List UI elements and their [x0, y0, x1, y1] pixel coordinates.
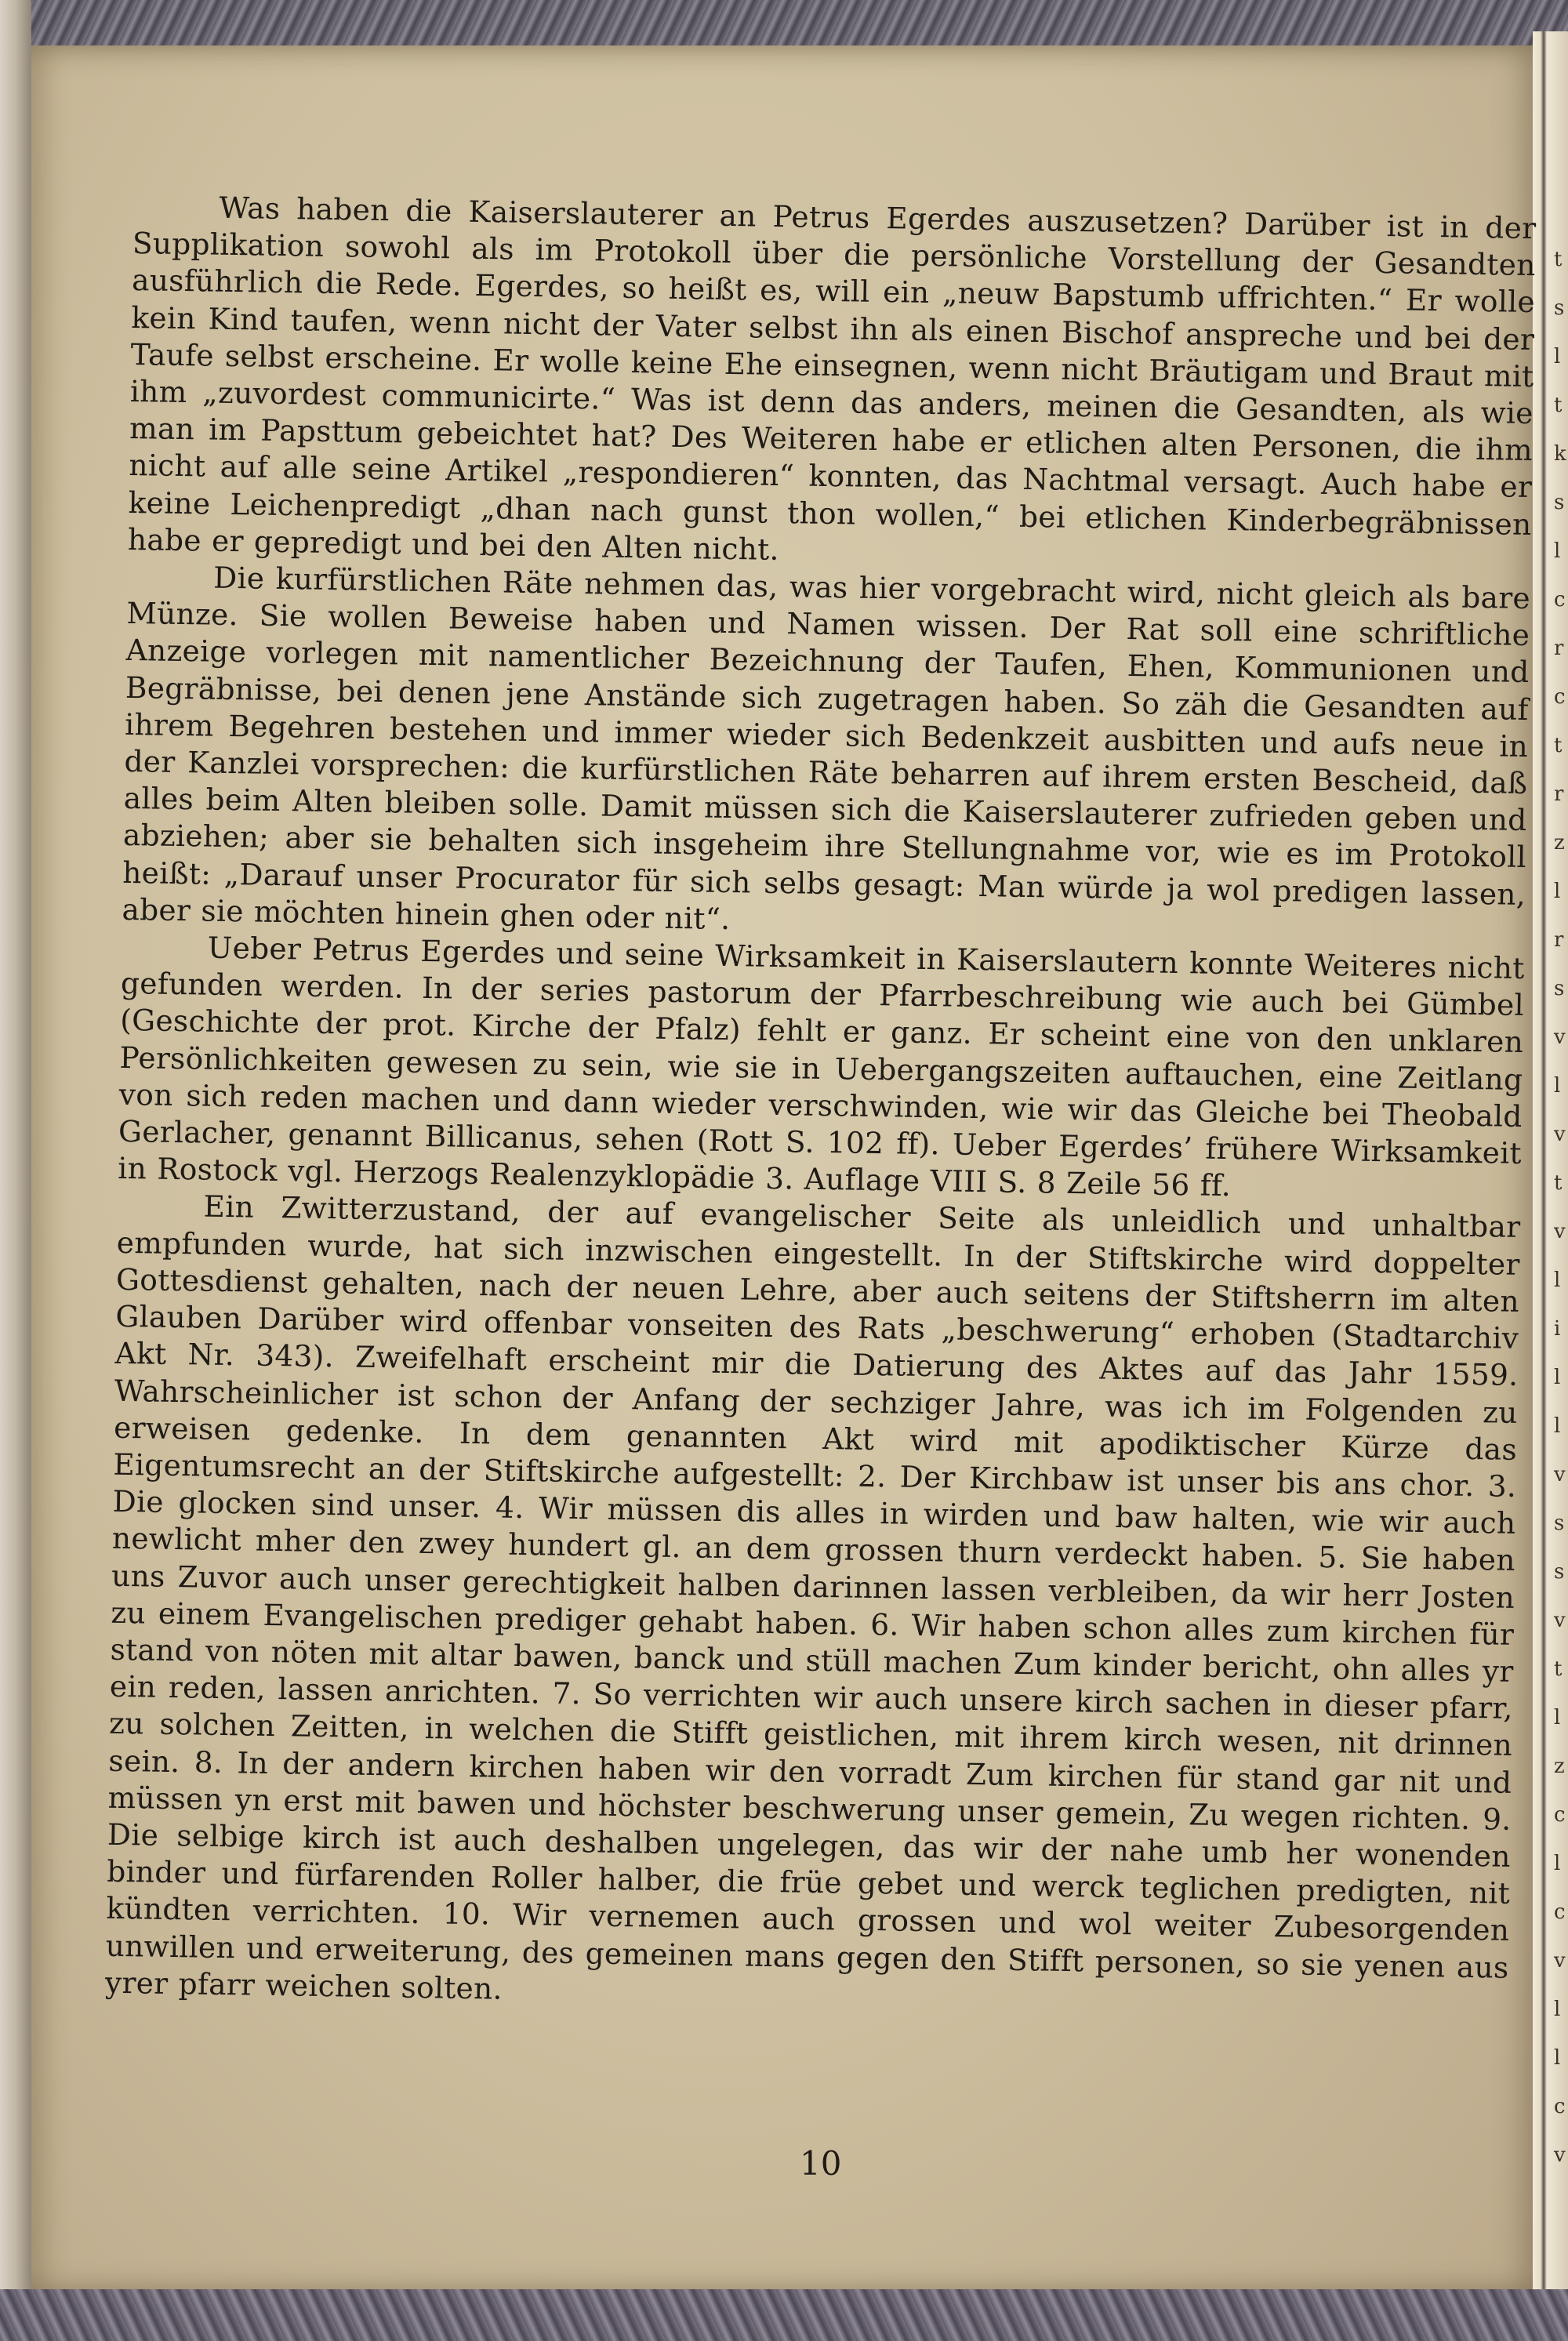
edge-letter: t	[1554, 248, 1563, 271]
edge-letter: l	[1554, 539, 1561, 563]
edge-letter: v	[1554, 1220, 1566, 1243]
edge-letter: c	[1554, 588, 1566, 612]
edge-letter: r	[1554, 782, 1564, 806]
edge-letter: l	[1554, 1852, 1561, 1875]
edge-letter: v	[1554, 2143, 1566, 2167]
edge-letter: t	[1554, 1657, 1563, 1681]
paragraph-stiftskirche-dispute: Ein Zwitterzustand, der auf evangelischer Seite als unleidlich und unhaltbar empfunden wurde, hat sich inzwischen eingestellt. In der Stiftskirche wird doppelter Gottesdienst gehalten, nach der neuen Lehre, aber auch seitens der Stiftsherrn im alten Glauben Darüber wird offenbar vonseiten des Rats „beschwerung“ erhoben (Stadtarchiv Akt Nr. 343). Zweifelhaft erscheint mir die Datierung des Aktes auf das Jahr 1559. Wahrscheinlicher ist schon der Anfang der sechziger Jahre, was ich im Folgenden zu erweisen gedenke. In dem genannten Akt wird mit apodiktischer Kürze das Eigentumsrecht an der Stiftskirche aufgestellt: 2. Der Kirchbaw ist unser bis ans chor. 3. Die glocken sind unser. 4. Wir müssen dis alles in wirden und baw halten, wie wir auch newlicht mher den zwey hundert gl. an dem grossen thurn verdeckt haben. 5. Sie haben uns Zuvor auch unser gerechtigkeit halben darinnen lassen verbleiben, da wir herr Josten zu einem Evangelischen prediger gehabt haben. 6. Wir haben schon alles zum kirchen für stand von nöten mit altar bawen, banck und stüll machen Zum kinder bericht, ohn alles yr ein reden, lassen anrichten. 7. So verrichten wir auch unsere kirch sachen in dieser pfarr, zu solchen Zeitten, in welchen die Stifft geistlichen, mit ihrem kirch wesen, nit drinnen sein. 8. In der andern kirchen haben wir den vorradt Zum kirchen für stand gar nit und müssen yn erst mit bawen und höchster beschwerung unser gemein, Zu wegen richten. 9. Die selbige kirch ist auch deshalben ungelegen, das wir der nahe umb her wonenden binder und fürfarenden Roller halber, die früe gebet und werck teglichen predigten, nit kündten verrichten. 10. Wir vernemen auch grossen und wol weiter Zubesorgenden unwillen und erweiterung, des gemeinen mans gegen den Stifft personen, so sie yenen aus yrer pfarr weichen solten.	[104, 1189, 1521, 2006]
body-text	[105, 188, 1537, 2023]
edge-letter: s	[1554, 296, 1565, 320]
edge-letter: i	[1554, 1317, 1561, 1341]
edge-letter: t	[1554, 734, 1563, 757]
edge-letter: r	[1554, 928, 1564, 952]
edge-letter: s	[1554, 491, 1565, 514]
paragraph-electoral-councillors: Die kurfürstlichen Räte nehmen das, was hier vorgebracht wird, nicht gleich als bare Münze. Sie wollen Beweise haben und Namen wissen. Der Rat soll eine schriftliche Anzeige vorlegen mit namentlicher Bezeichnung der Taufen, Ehen, Kommunionen und Begräbnisse, bei denen jene Anstände sich zugetragen haben. So zäh die Gesandten auf ihrem Begehren bestehen und immer wieder sich Bedenkzeit ausbitten und aufs neue in der Kanzlei vorsprechen: die kurfürstlichen Räte beharren auf ihrem ersten Bescheid, daß alles beim Alten bleiben solle. Damit müssen sich die Kaiserslauterer zufrieden geben und abziehen; aber sie behalten sich insgeheim ihre Stellungnahme vor, wie es im Protokoll heißt: „Darauf unser Procurator für sich selbs gesagt: Man würde ja wol predigen lassen, aber sie möchten hinein ghen oder nit“.	[122, 560, 1531, 936]
edge-letter: c	[1554, 1803, 1566, 1827]
edge-letter: v	[1554, 1463, 1566, 1486]
edge-letter: v	[1554, 1609, 1566, 1632]
edge-letter: t	[1554, 1171, 1563, 1195]
edge-letter: l	[1554, 2046, 1561, 2070]
edge-letter: k	[1554, 442, 1566, 466]
edge-letter: s	[1554, 1512, 1565, 1535]
paragraph-egerdes-unknown: Ueber Petrus Egerdes und seine Wirksamkeit in Kaiserslautern konnte Weiteres nicht gefunden werden. In der series pastorum der Pfarrbeschreibung wie auch bei Gümbel (Geschichte der prot. Kirche der Pfalz) fehlt er ganz. Er scheint eine von den unklaren Persönlichkeiten gewesen zu sein, wie sie in Uebergangszeiten auftauchen, eine Zeitlang von sich reden machen und dann wieder verschwinden, wie wir das Gleiche bei Theobald Gerlacher, genannt Billicanus, sehen (Rott S. 102 ff). Ueber Egerdes’ frühere Wirksamkeit in Rostock vgl. Herzogs Realenzyklopädie 3. Auflage VIII S. 8 Zeile 56 ff.	[118, 930, 1525, 1203]
edge-letter: r	[1554, 637, 1564, 660]
edge-letter: c	[1554, 1900, 1566, 1924]
edge-letter: l	[1554, 1414, 1561, 1438]
edge-letter: l	[1554, 345, 1561, 368]
edge-letter: l	[1554, 1268, 1561, 1292]
book-cover-bottom-edge	[0, 2289, 1568, 2341]
edge-letter: v	[1554, 1025, 1566, 1049]
edge-letter: t	[1554, 394, 1563, 417]
edge-letter: s	[1554, 1560, 1565, 1584]
edge-letter: l	[1554, 880, 1561, 903]
adjacent-page-letters	[1554, 235, 1566, 2179]
edge-letter: c	[1554, 2095, 1566, 2118]
edge-letter: v	[1554, 1123, 1566, 1146]
edge-letter: z	[1554, 1755, 1565, 1778]
edge-letter: v	[1554, 1949, 1566, 1973]
edge-letter: s	[1554, 977, 1565, 1000]
edge-letter: l	[1554, 1706, 1561, 1729]
page-number: 10	[800, 2144, 842, 2183]
edge-letter: c	[1554, 685, 1566, 709]
edge-letter: l	[1554, 1074, 1561, 1098]
edge-letter: l	[1554, 1998, 1561, 2021]
edge-letter: z	[1554, 831, 1565, 855]
edge-letter: l	[1554, 1366, 1561, 1389]
book-cover-left-edge	[0, 0, 31, 2341]
paragraph-egerdes-complaints: Was haben die Kaiserslauterer an Petrus Egerdes auszusetzen? Darüber ist in der Supplikation sowohl als im Protokoll über die persönliche Vorstellung der Gesandten ausführlich die Rede. Egerdes, so heißt es, will ein „neuw Bapstumb uffrichten.“ Er wolle kein Kind taufen, wenn nicht der Vater selbst ihn als einen Bischof anspreche und bei der Taufe selbst erscheine. Er wolle keine Ehe einsegnen, wenn nicht Bräutigam und Braut mit ihm „zuvordest communicirte.“ Was ist denn das anders, meinen die Gesandten, als wie man im Papsttum gebeichtet hat? Des Weiteren habe er etlichen alten Personen, die ihm nicht auf alle seine Artikel „respondieren“ konnten, das Nachtmal versagt. Auch habe er keine Leichenpredigt „dhan nach gunst thon wollen,“ bei etlichen Kinderbegräbnissen habe er gepredigt und bei den Alten nicht.	[127, 190, 1537, 567]
